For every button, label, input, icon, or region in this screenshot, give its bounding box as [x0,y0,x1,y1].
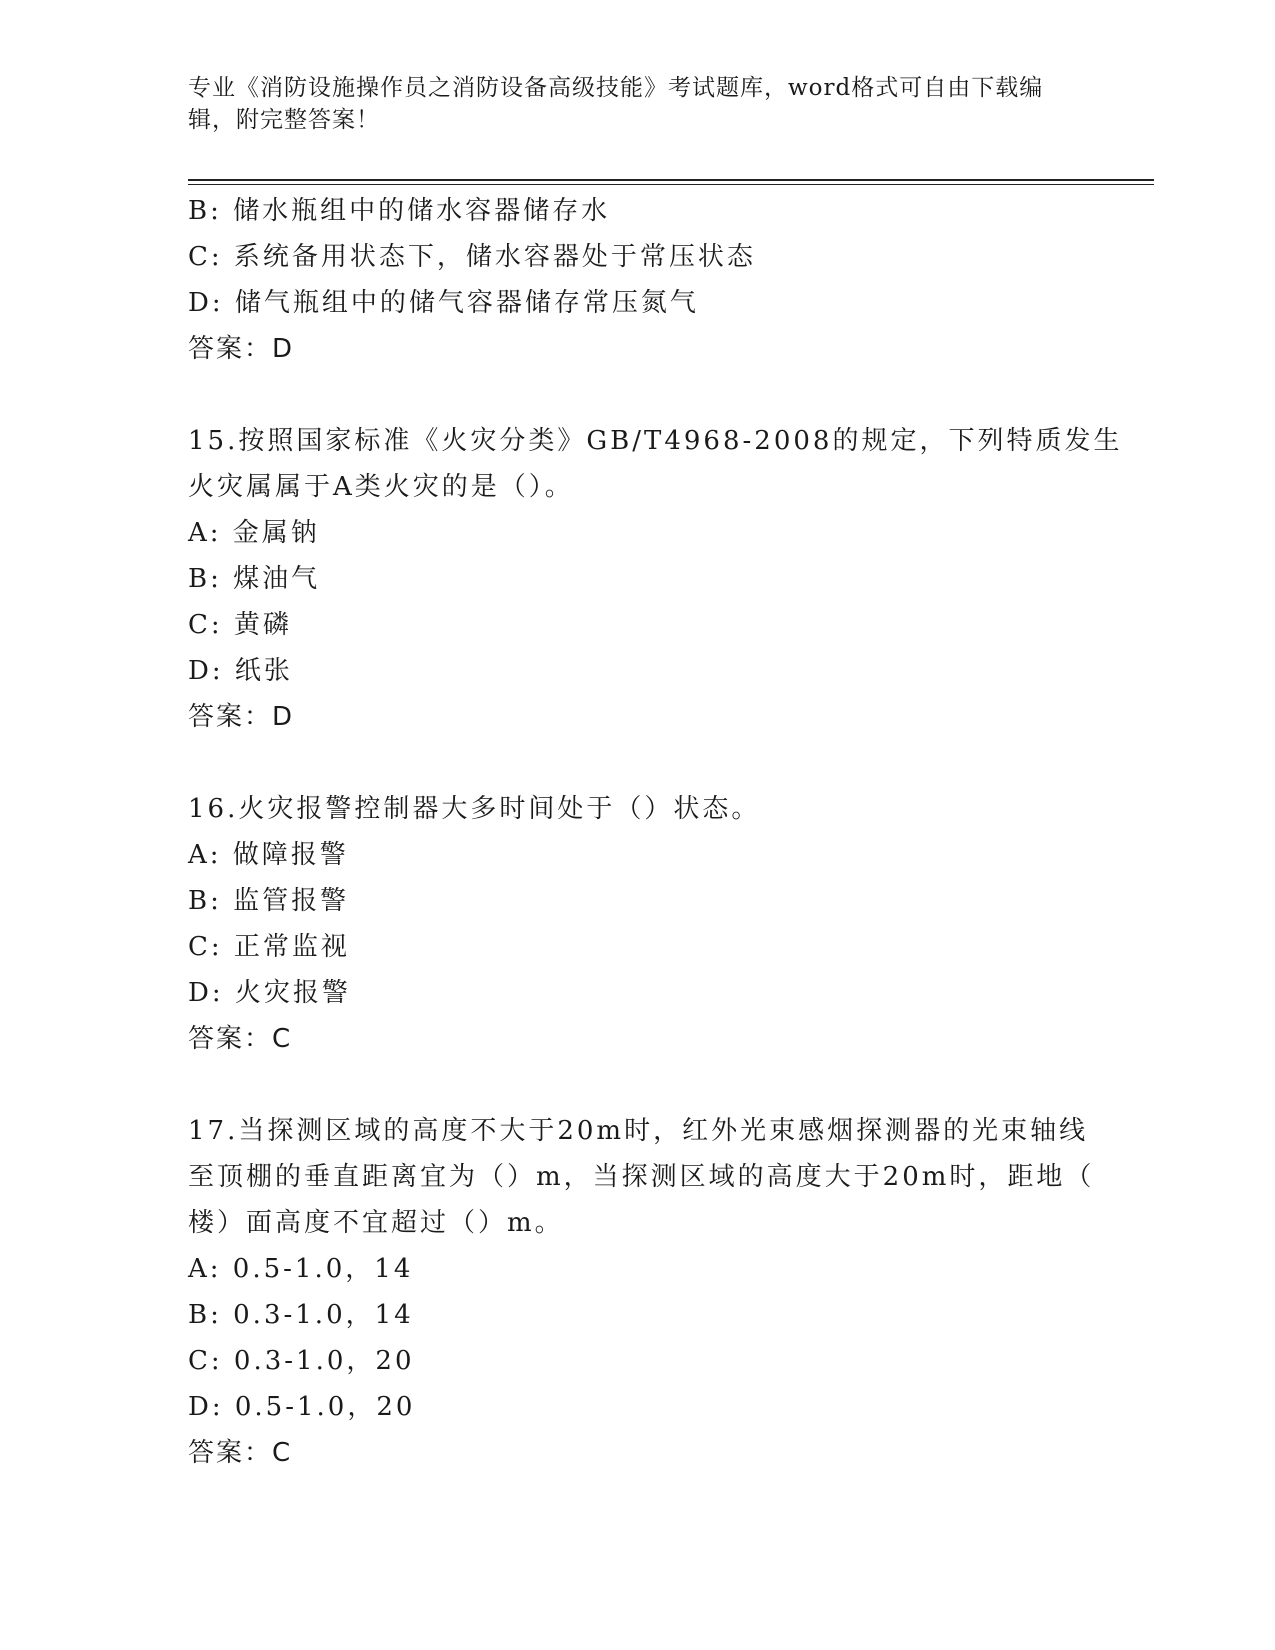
header-line-1: 专业《消防设施操作员之消防设备高级技能》考试题库，word格式可自由下载编 [188,75,1044,101]
question-text-line-3: 楼）面高度不宜超过（）m。 [188,1208,564,1238]
option-b: B: 煤油气 [188,564,321,594]
option-c: C: 正常监视 [188,932,350,962]
header-divider-thick [188,179,1154,181]
question-block-16 [188,786,1088,1062]
option-c: C: 0.3-1.0，20 [188,1346,415,1376]
header-line-2: 辑，附完整答案！ [188,107,380,133]
answer-label: 答案：C [188,1438,293,1468]
header-divider-thin [188,184,1154,185]
option-c: C: 系统备用状态下，储水容器处于常压状态 [188,242,756,272]
answer-label: 答案：D [188,334,295,364]
option-d: D: 火灾报警 [188,978,351,1008]
option-d: D: 储气瓶组中的储气容器储存常压氮气 [188,288,699,318]
option-a: A: 金属钠 [188,518,320,548]
option-a: A: 做障报警 [188,840,349,870]
option-a: A: 0.5-1.0，14 [188,1254,414,1284]
question-text-line-2: 至顶棚的垂直距离宜为（）m，当探测区域的高度大于20m时，距地（ [188,1162,1095,1192]
question-content [188,188,1123,1476]
option-b: B: 储水瓶组中的储水容器储存水 [188,196,611,226]
question-block-17 [188,1108,1095,1476]
option-b: B: 监管报警 [188,886,350,916]
option-d: D: 纸张 [188,656,293,686]
answer-label: 答案：C [188,1024,293,1054]
question-text-line-1: 17.当探测区域的高度不大于20m时，红外光束感烟探测器的光束轴线 [188,1116,1089,1146]
option-b: B: 0.3-1.0，14 [188,1300,414,1330]
question-block-14 [188,188,1088,372]
question-text-line-1: 15.按照国家标准《火灾分类》GB/T4968-2008的规定，下列特质发生 [188,426,1123,456]
option-c: C: 黄磷 [188,610,292,640]
document-header [188,72,1088,136]
question-text-line-2: 火灾属属于A类火灾的是（）。 [188,472,574,502]
question-text-line-1: 16.火灾报警控制器大多时间处于（）状态。 [188,794,761,824]
option-d: D: 0.5-1.0，20 [188,1392,416,1422]
answer-label: 答案：D [188,702,295,732]
question-block-15 [188,418,1123,740]
